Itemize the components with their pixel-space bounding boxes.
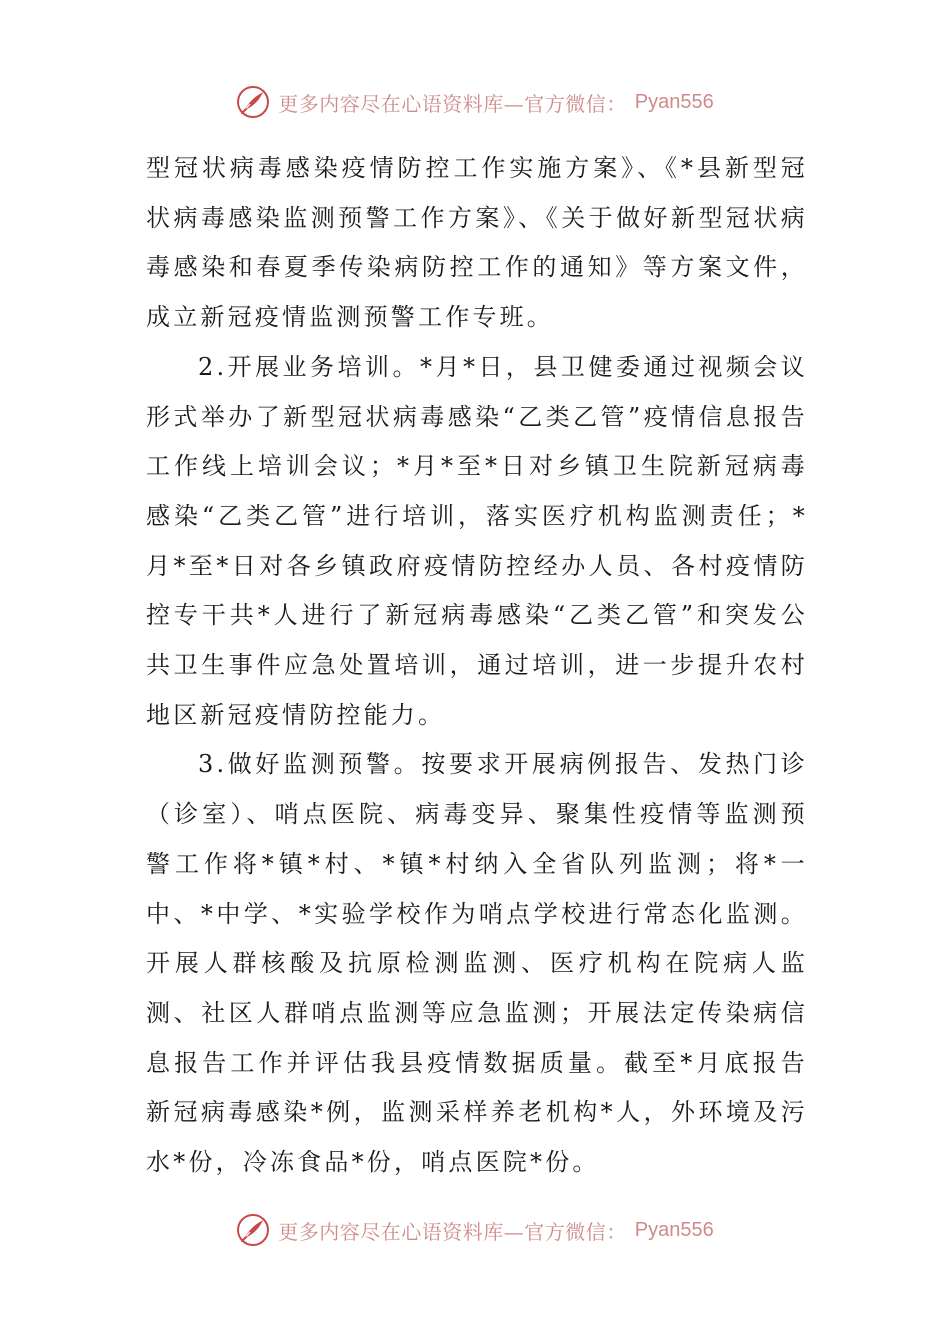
document-body — [146, 144, 808, 1188]
header-banner — [0, 82, 950, 122]
quill-pen-logo-icon — [236, 1213, 270, 1247]
footer-wechat-id: Pyan556 — [634, 1218, 714, 1241]
header-banner-text: 更多内容尽在心语资料库—官方微信： — [278, 91, 627, 116]
paragraph-business-training: 2.开展业务培训。*月*日，县卫健委通过视频会议形式举办了新型冠状病毒感染“乙类乙管”疫情信息报告工作线上培训会议；*月*至*日对乡镇卫生院新冠病毒感染“乙类乙管”进行培训，落实医疗机构监测责任；*月*至*日对各乡镇政府疫情防控经办人员、各村疫情防控专干共*人进行了新冠病毒感染“乙类乙管”和突发公共卫生事件应急处置培训，通过培训，进一步提升农村地区新冠疫情防控能力。 — [146, 352, 808, 729]
footer-banner — [0, 1210, 950, 1250]
footer-banner-text: 更多内容尽在心语资料库—官方微信： — [278, 1219, 627, 1244]
paragraph-monitoring-warning: 3.做好监测预警。按要求开展病例报告、发热门诊（诊室）、哨点医院、病毒变异、聚集性疫情等监测预警工作将*镇*村、*镇*村纳入全省队列监测；将*一中、*中学、*实验学校作为哨点学校进行常态化监测。开展人群核酸及抗原检测监测、医疗机构在院病人监测、社区人群哨点监测等应急监测；开展法定传染病信息报告工作并评估我县疫情数据质量。截至*月底报告新冠病毒感染*例，监测采样养老机构*人，外环境及污水*份，冷冻食品*份，哨点医院*份。 — [146, 750, 808, 1177]
header-wechat-id: Pyan556 — [634, 90, 714, 113]
quill-pen-logo-icon — [236, 85, 270, 119]
paragraph-continuation: 型冠状病毒感染疫情防控工作实施方案》、《*县新型冠状病毒感染监测预警工作方案》、《关于做好新型冠状病毒感染和春夏季传染病防控工作的通知》等方案文件，成立新冠疫情监测预警工作专班。 — [146, 154, 808, 332]
